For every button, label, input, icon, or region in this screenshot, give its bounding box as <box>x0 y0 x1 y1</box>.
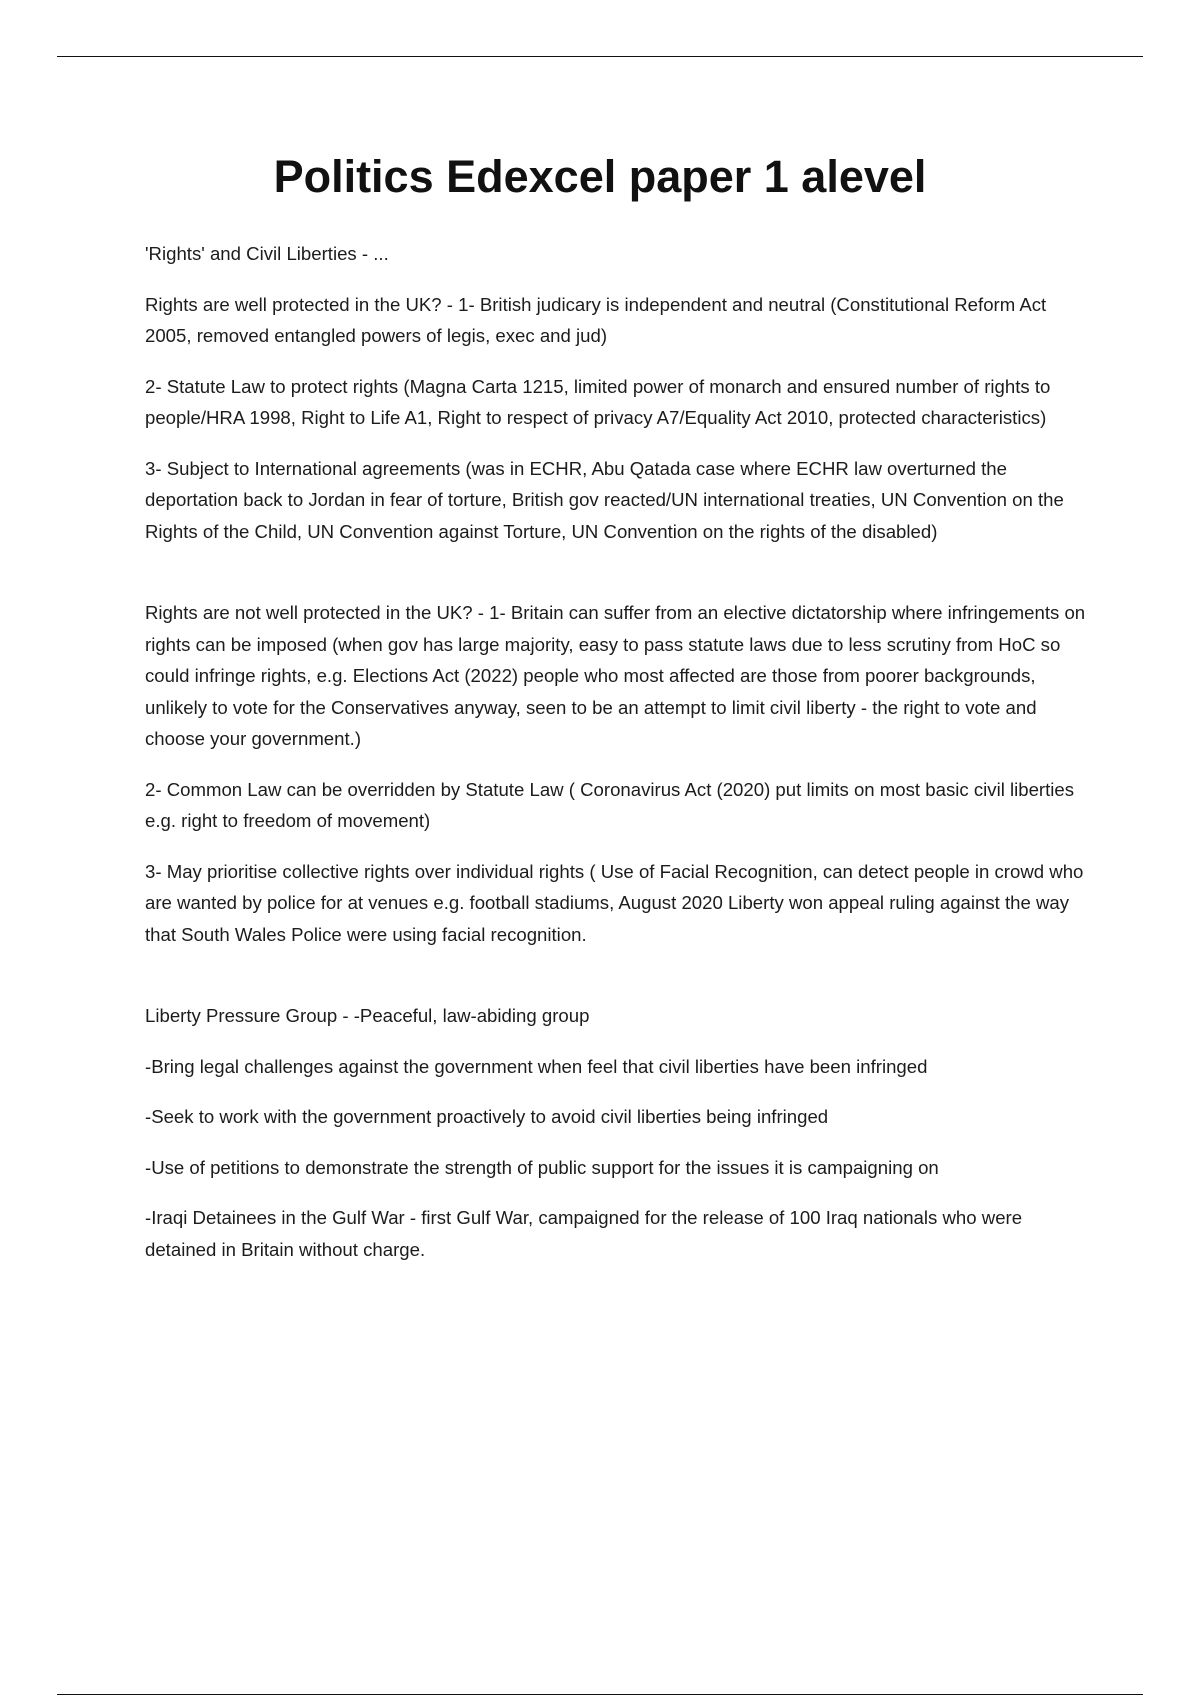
paragraph-liberty-heading: Liberty Pressure Group - -Peaceful, law-abiding group <box>145 1005 590 1026</box>
paragraph-liberty-point-4: -Iraqi Detainees in the Gulf War - first Gulf War, campaigned for the release of 100 Iraq nationals who were detained in Britain without charge. <box>145 1207 1023 1260</box>
paragraph-not-protected-2: 2- Common Law can be overridden by Statute Law ( Coronavirus Act (2020) put limits on most basic civil liberties e.g. right to freedom of movement) <box>145 778 1075 831</box>
document-body <box>145 238 1090 1284</box>
document-title: Politics Edexcel paper 1 alevel <box>273 151 927 202</box>
paragraph-liberty-point-3: -Use of petitions to demonstrate the strength of public support for the issues it is campaigning on <box>145 1156 939 1178</box>
paragraph-well-protected-1: Rights are well protected in the UK? - 1- British judicary is independent and neutral (Constitutional Reform Act 2005, removed entangled powers of legis, exec and jud) <box>145 293 1047 346</box>
paragraph-rights-heading: 'Rights' and Civil Liberties - ... <box>145 243 389 264</box>
paragraph-not-protected-1: Rights are not well protected in the UK? - 1- Britain can suffer from an elective dictatorship where infringements on rights can be imposed (when gov has large majority, easy to pass statute laws due to less scrutiny from HoC so could infringe rights, e.g. Elections Act (2022) people who most affected are those from poorer backgrounds, unlikely to vote for the Conservatives anyway, seen to be an attempt to limit civil liberty - the right to vote and choose your government.) <box>145 602 1086 749</box>
paragraph-not-protected-3: 3- May prioritise collective rights over individual rights ( Use of Facial Recognition, can detect people in crowd who are wanted by police for at venues e.g. football stadiums, August 2020 Liberty won appeal ruling against the way that South Wales Police were using facial recognition. <box>145 860 1084 945</box>
paragraph-well-protected-2: 2- Statute Law to protect rights (Magna Carta 1215, limited power of monarch and ensured number of rights to people/HRA 1998, Right to Life A1, Right to respect of privacy A7/Equality Act 2010, protected characteristics) <box>145 375 1051 428</box>
top-rule <box>57 56 1143 57</box>
paragraph-liberty-point-1: -Bring legal challenges against the government when feel that civil liberties have been infringed <box>145 1055 928 1077</box>
bottom-rule <box>57 1694 1143 1695</box>
paragraph-well-protected-3: 3- Subject to International agreements (was in ECHR, Abu Qatada case where ECHR law overturned the deportation back to Jordan in fear of torture, British gov reacted/UN international treaties, UN Convention on the Rights of the Child, UN Convention against Torture, UN Convention on the rights of the disabled) <box>145 457 1064 542</box>
paragraph-liberty-point-2: -Seek to work with the government proactively to avoid civil liberties being infringed <box>145 1106 829 1127</box>
